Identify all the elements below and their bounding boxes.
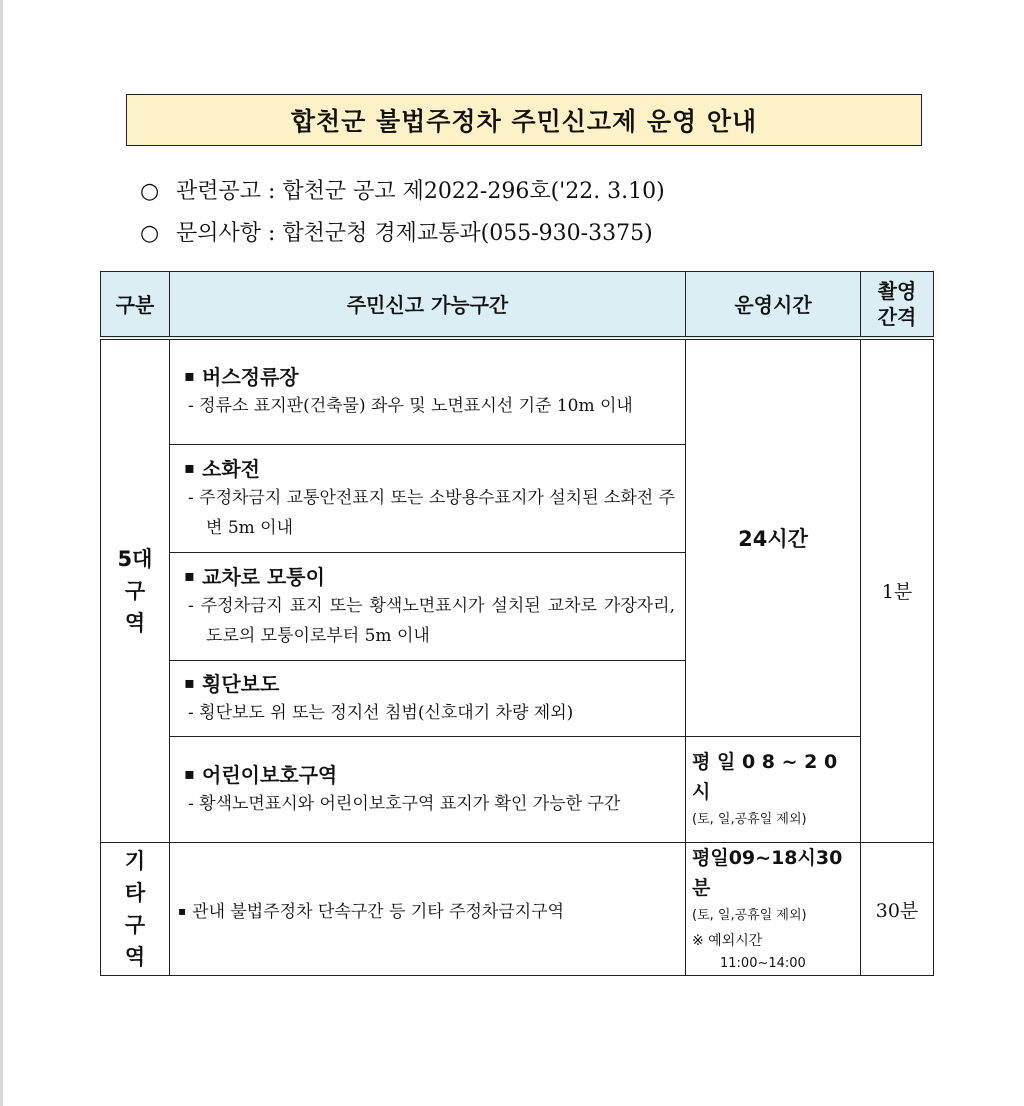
interval-30min: 30분 xyxy=(861,843,934,976)
time-note: (토, 일,공휴일 제외) xyxy=(692,908,807,923)
square-bullet-icon: ▪ xyxy=(178,903,187,918)
header-time: 운영시간 xyxy=(686,272,861,338)
info-line-notice xyxy=(140,174,665,205)
header-interval: 촬영 간격 xyxy=(861,272,934,338)
time-weekday: 평 일 0 8 ~ 2 0 시 xyxy=(692,750,838,803)
square-bullet-icon: ▪ xyxy=(184,673,195,692)
section-intersection: ▪ 교차로 모퉁이 - 주정차금지 표지 또는 황색노면표시가 설치된 교차로 가장자리, 도로의 모퉁이로부터 5m 이내 xyxy=(170,553,686,661)
circle-bullet-icon: ○ xyxy=(140,221,160,246)
time-other xyxy=(686,843,861,976)
section-desc: - 정류소 표지판(건축물) 좌우 및 노면표시선 기준 10m 이내 xyxy=(188,396,633,417)
table-header-row xyxy=(101,272,934,338)
interval-1min: 1분 xyxy=(861,338,934,843)
info-text: 문의사항 : 합천군청 경제교통과(055-930-3375) xyxy=(176,221,653,246)
info-line-contact xyxy=(140,216,653,247)
square-bullet-icon: ▪ xyxy=(184,366,195,386)
circle-bullet-icon: ○ xyxy=(140,179,160,204)
time-exception-label: ※ 예외시간 xyxy=(692,933,763,949)
section-desc: - 주정차금지 교통안전표지 또는 소방용수표지가 설치된 소화전 주변 5m 이내 xyxy=(188,488,675,538)
section-hydrant: ▪ 소화전 - 주정차금지 교통안전표지 또는 소방용수표지가 설치된 소화전 주변 5m 이내 xyxy=(170,445,686,553)
table-row xyxy=(101,843,934,976)
square-bullet-icon: ▪ xyxy=(184,566,195,585)
section-school-zone: ▪ 어린이보호구역 - 황색노면표시와 어린이보호구역 표지가 확인 가능한 구간 xyxy=(170,737,686,843)
square-bullet-icon: ▪ xyxy=(184,764,195,783)
report-zone-table xyxy=(100,271,934,976)
square-bullet-icon: ▪ xyxy=(184,458,195,477)
section-crosswalk: ▪ 횡단보도 - 횡단보도 위 또는 정지선 침범(신호대기 차량 제외) xyxy=(170,661,686,737)
section-desc: - 횡단보도 위 또는 정지선 침범(신호대기 차량 제외) xyxy=(188,703,574,723)
section-bus-stop: ▪ 버스정류장 - 정류소 표지판(건축물) 좌우 및 노면표시선 기준 10m 이내 xyxy=(170,338,686,445)
header-category: 구분 xyxy=(101,272,170,338)
header-zone: 주민신고 가능구간 xyxy=(170,272,686,338)
category-other-zones: 기타 구역 xyxy=(101,843,170,976)
page-edge xyxy=(0,0,3,1106)
time-weekday: 평일09~18시30분 xyxy=(692,847,843,899)
info-text: 관련공고 : 합천군 공고 제2022-296호('22. 3.10) xyxy=(176,179,665,204)
document-title: 합천군 불법주정차 주민신고제 운영 안내 xyxy=(126,94,922,146)
section-desc: - 황색노면표시와 어린이보호구역 표지가 확인 가능한 구간 xyxy=(188,794,621,814)
time-school-zone xyxy=(686,737,861,843)
time-note: (토, 일,공휴일 제외) xyxy=(692,811,807,827)
section-other: ▪ 관내 불법주정차 단속구간 등 기타 주정차금지구역 xyxy=(170,843,686,976)
time-24h: 24시간 xyxy=(686,338,861,737)
table-row xyxy=(101,338,934,445)
category-five-zones: 5대 구역 xyxy=(101,338,170,843)
time-exception: 11:00~14:00 xyxy=(720,956,806,971)
section-desc: - 주정차금지 표지 또는 황색노면표시가 설치된 교차로 가장자리, 도로의 모퉁이로부터 5m 이내 xyxy=(188,596,675,646)
table-row xyxy=(101,737,934,843)
